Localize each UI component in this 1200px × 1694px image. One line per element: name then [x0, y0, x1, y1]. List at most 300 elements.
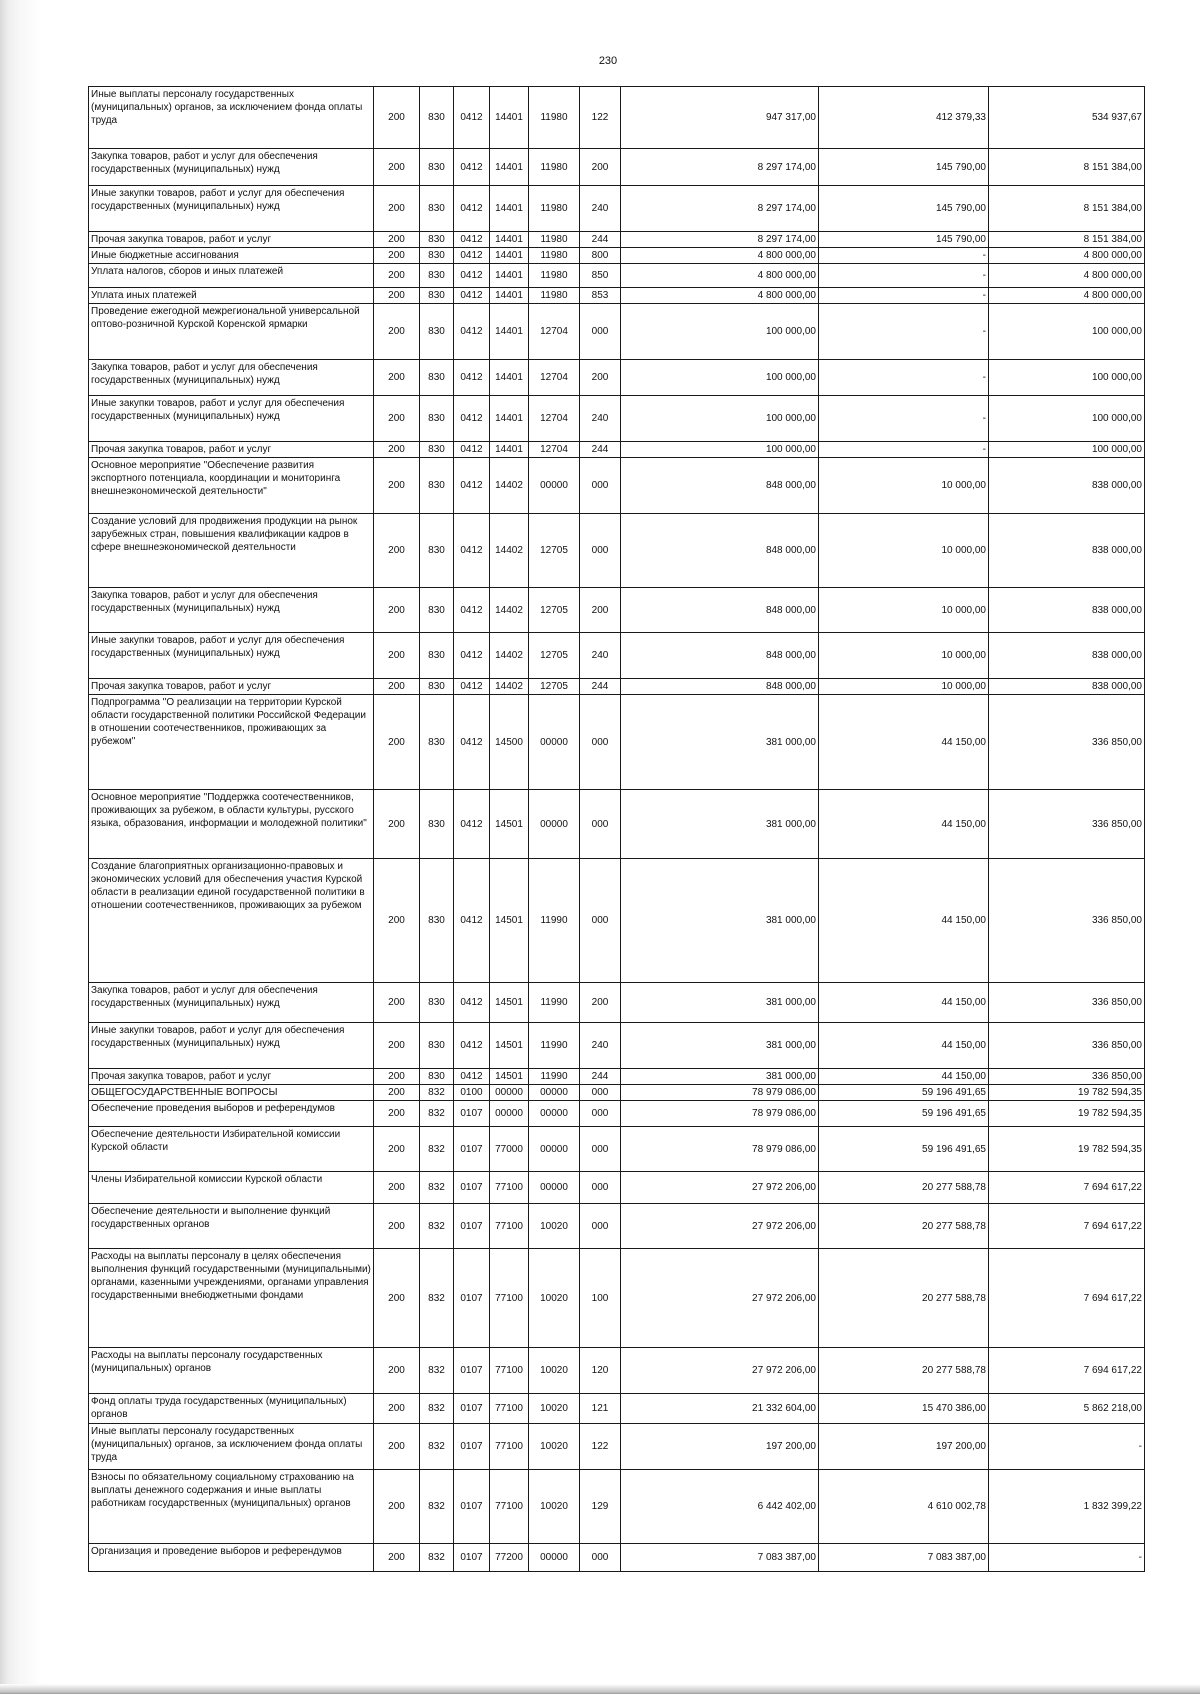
row-code-gr: 200: [374, 1204, 420, 1249]
row-amount-executed: 20 277 588,78: [819, 1172, 989, 1204]
row-amount-remainder: 19 782 594,35: [989, 1101, 1145, 1127]
row-name: Уплата иных платежей: [89, 288, 374, 304]
row-code-cs1: 14401: [490, 248, 529, 264]
row-amount-plan: 100 000,00: [621, 396, 819, 442]
row-code-rz: 0412: [454, 149, 490, 186]
row-code-vr: 000: [580, 1544, 621, 1572]
row-code-vr: 853: [580, 288, 621, 304]
row-name: Иные закупки товаров, работ и услуг для обеспечения государственных (муниципальных) нужд: [89, 1023, 374, 1069]
row-amount-remainder: 1 832 399,22: [989, 1470, 1145, 1544]
row-code-cs1: 77100: [490, 1172, 529, 1204]
table-row: [89, 1424, 1145, 1470]
row-code-cs1: 14501: [490, 1069, 529, 1085]
table-row: [89, 1127, 1145, 1172]
row-amount-executed: 197 200,00: [819, 1424, 989, 1470]
row-amount-plan: 27 972 206,00: [621, 1172, 819, 1204]
row-name: Иные выплаты персоналу государственных (муниципальных) органов, за исключением фонда оплаты труда: [89, 1424, 374, 1470]
row-amount-executed: 44 150,00: [819, 983, 989, 1023]
row-amount-executed: 44 150,00: [819, 1069, 989, 1085]
row-amount-plan: 100 000,00: [621, 304, 819, 360]
row-code-cs2: 00000: [529, 1085, 580, 1101]
row-amount-plan: 848 000,00: [621, 679, 819, 695]
row-amount-remainder: 7 694 617,22: [989, 1172, 1145, 1204]
row-code-ved: 832: [420, 1394, 454, 1424]
row-code-gr: 200: [374, 588, 420, 633]
row-code-gr: 200: [374, 288, 420, 304]
row-code-rz: 0412: [454, 264, 490, 288]
scan-shadow-left: [0, 0, 42, 1694]
row-name: Иные закупки товаров, работ и услуг для обеспечения государственных (муниципальных) нужд: [89, 396, 374, 442]
row-amount-plan: 381 000,00: [621, 859, 819, 983]
table-row: [89, 87, 1145, 149]
row-code-ved: 832: [420, 1424, 454, 1470]
row-amount-executed: 7 083 387,00: [819, 1544, 989, 1572]
row-code-gr: 200: [374, 1127, 420, 1172]
row-amount-executed: 44 150,00: [819, 1023, 989, 1069]
row-code-rz: 0412: [454, 983, 490, 1023]
table-row: [89, 1101, 1145, 1127]
row-amount-executed: 15 470 386,00: [819, 1394, 989, 1424]
row-code-vr: 121: [580, 1394, 621, 1424]
row-code-rz: 0412: [454, 1069, 490, 1085]
row-code-rz: 0412: [454, 442, 490, 458]
row-amount-remainder: 4 800 000,00: [989, 248, 1145, 264]
table-row: [89, 248, 1145, 264]
table-row: [89, 790, 1145, 859]
row-code-vr: 129: [580, 1470, 621, 1544]
row-amount-executed: -: [819, 442, 989, 458]
row-amount-executed: 20 277 588,78: [819, 1348, 989, 1394]
table-row: [89, 304, 1145, 360]
row-amount-executed: 10 000,00: [819, 633, 989, 679]
row-code-ved: 830: [420, 304, 454, 360]
row-amount-executed: 59 196 491,65: [819, 1127, 989, 1172]
table-row: [89, 859, 1145, 983]
row-code-vr: 000: [580, 514, 621, 588]
row-code-cs2: 00000: [529, 1127, 580, 1172]
row-amount-remainder: 7 694 617,22: [989, 1348, 1145, 1394]
row-code-rz: 0412: [454, 360, 490, 396]
row-code-gr: 200: [374, 695, 420, 790]
row-amount-executed: 145 790,00: [819, 232, 989, 248]
row-amount-executed: -: [819, 396, 989, 442]
table-row: [89, 442, 1145, 458]
row-code-cs1: 77100: [490, 1424, 529, 1470]
row-code-ved: 832: [420, 1172, 454, 1204]
table-row: [89, 1204, 1145, 1249]
row-code-cs1: 14501: [490, 983, 529, 1023]
table-row: [89, 149, 1145, 186]
row-code-rz: 0412: [454, 695, 490, 790]
row-code-vr: 122: [580, 1424, 621, 1470]
table-row: [89, 983, 1145, 1023]
row-name: Взносы по обязательному социальному страхованию на выплаты денежного содержания и иные выплаты работникам государственных (муниципальных) органов: [89, 1470, 374, 1544]
row-amount-plan: 8 297 174,00: [621, 232, 819, 248]
row-amount-executed: 4 610 002,78: [819, 1470, 989, 1544]
row-amount-remainder: 336 850,00: [989, 859, 1145, 983]
row-code-gr: 200: [374, 1544, 420, 1572]
row-name: Подпрограмма "О реализации на территории Курской области государственной политики Российской Федерации в отношении соотечественников, проживающих за рубежом": [89, 695, 374, 790]
row-code-cs1: 14401: [490, 288, 529, 304]
row-code-ved: 830: [420, 588, 454, 633]
row-code-gr: 200: [374, 248, 420, 264]
row-code-cs2: 12705: [529, 588, 580, 633]
row-amount-executed: 10 000,00: [819, 514, 989, 588]
row-code-rz: 0412: [454, 186, 490, 232]
row-code-cs1: 77100: [490, 1470, 529, 1544]
row-code-cs2: 00000: [529, 790, 580, 859]
row-code-ved: 832: [420, 1249, 454, 1348]
row-code-gr: 200: [374, 264, 420, 288]
row-code-vr: 800: [580, 248, 621, 264]
row-code-ved: 830: [420, 149, 454, 186]
row-code-rz: 0412: [454, 458, 490, 514]
row-code-cs2: 11990: [529, 983, 580, 1023]
row-code-ved: 830: [420, 458, 454, 514]
row-amount-plan: 8 297 174,00: [621, 186, 819, 232]
row-code-cs2: 11980: [529, 288, 580, 304]
table-row: [89, 633, 1145, 679]
row-code-gr: 200: [374, 186, 420, 232]
row-code-cs2: 10020: [529, 1249, 580, 1348]
row-code-ved: 832: [420, 1470, 454, 1544]
row-name: Расходы на выплаты персоналу в целях обеспечения выполнения функций государственными (муниципальными) органами, казенными учреждениями, органами управления государственными внебюджетными фондами: [89, 1249, 374, 1348]
row-amount-plan: 4 800 000,00: [621, 248, 819, 264]
row-amount-remainder: 8 151 384,00: [989, 232, 1145, 248]
row-code-rz: 0107: [454, 1127, 490, 1172]
row-amount-executed: 145 790,00: [819, 186, 989, 232]
row-amount-plan: 381 000,00: [621, 790, 819, 859]
row-code-cs1: 14500: [490, 695, 529, 790]
row-code-ved: 830: [420, 679, 454, 695]
page-number: 230: [598, 55, 618, 67]
row-code-ved: 830: [420, 514, 454, 588]
row-amount-plan: 381 000,00: [621, 1023, 819, 1069]
row-amount-remainder: 336 850,00: [989, 695, 1145, 790]
row-code-cs2: 10020: [529, 1470, 580, 1544]
row-amount-plan: 848 000,00: [621, 514, 819, 588]
row-code-cs2: 11980: [529, 149, 580, 186]
row-code-ved: 830: [420, 232, 454, 248]
row-code-cs1: 14401: [490, 264, 529, 288]
row-code-cs2: 11990: [529, 1023, 580, 1069]
row-amount-executed: -: [819, 304, 989, 360]
row-code-cs2: 11980: [529, 232, 580, 248]
row-name: Закупка товаров, работ и услуг для обеспечения государственных (муниципальных) нужд: [89, 360, 374, 396]
row-amount-plan: 381 000,00: [621, 983, 819, 1023]
row-code-vr: 200: [580, 360, 621, 396]
row-amount-remainder: 336 850,00: [989, 1023, 1145, 1069]
row-code-cs1: 14401: [490, 186, 529, 232]
row-code-ved: 830: [420, 633, 454, 679]
row-code-cs2: 11980: [529, 186, 580, 232]
table-row: [89, 264, 1145, 288]
row-code-ved: 830: [420, 360, 454, 396]
row-code-rz: 0107: [454, 1470, 490, 1544]
table-row: [89, 1544, 1145, 1572]
row-name: Проведение ежегодной межрегиональной универсальной оптово-розничной Курской Коренской ярмарки: [89, 304, 374, 360]
row-code-vr: 244: [580, 1069, 621, 1085]
row-amount-executed: -: [819, 248, 989, 264]
table-row: [89, 360, 1145, 396]
row-code-cs2: 12705: [529, 514, 580, 588]
row-amount-remainder: 336 850,00: [989, 790, 1145, 859]
row-code-ved: 832: [420, 1544, 454, 1572]
row-name: Расходы на выплаты персоналу государственных (муниципальных) органов: [89, 1348, 374, 1394]
row-code-rz: 0100: [454, 1085, 490, 1101]
row-amount-plan: 7 083 387,00: [621, 1544, 819, 1572]
row-amount-remainder: 8 151 384,00: [989, 149, 1145, 186]
row-code-rz: 0412: [454, 248, 490, 264]
row-code-cs2: 00000: [529, 1544, 580, 1572]
row-amount-plan: 381 000,00: [621, 695, 819, 790]
row-code-gr: 200: [374, 633, 420, 679]
row-code-ved: 830: [420, 87, 454, 149]
table-row: [89, 232, 1145, 248]
row-code-rz: 0412: [454, 790, 490, 859]
row-code-gr: 200: [374, 458, 420, 514]
row-name: Закупка товаров, работ и услуг для обеспечения государственных (муниципальных) нужд: [89, 983, 374, 1023]
row-code-cs2: 12705: [529, 679, 580, 695]
row-amount-plan: 848 000,00: [621, 458, 819, 514]
row-code-gr: 200: [374, 1172, 420, 1204]
row-code-vr: 120: [580, 1348, 621, 1394]
row-code-ved: 832: [420, 1204, 454, 1249]
row-name: Закупка товаров, работ и услуг для обеспечения государственных (муниципальных) нужд: [89, 588, 374, 633]
row-code-gr: 200: [374, 1348, 420, 1394]
table-row: [89, 1069, 1145, 1085]
row-code-rz: 0412: [454, 396, 490, 442]
row-code-ved: 830: [420, 790, 454, 859]
row-code-cs2: 00000: [529, 695, 580, 790]
row-code-gr: 200: [374, 1023, 420, 1069]
row-code-cs2: 11990: [529, 1069, 580, 1085]
table-row: [89, 396, 1145, 442]
row-name: Фонд оплаты труда государственных (муниципальных) органов: [89, 1394, 374, 1424]
row-name: Обеспечение проведения выборов и референдумов: [89, 1101, 374, 1127]
row-name: Обеспечение деятельности Избирательной комиссии Курской области: [89, 1127, 374, 1172]
row-code-vr: 240: [580, 1023, 621, 1069]
row-code-cs1: 00000: [490, 1085, 529, 1101]
row-code-cs2: 00000: [529, 458, 580, 514]
row-code-cs1: 14401: [490, 232, 529, 248]
row-amount-remainder: 4 800 000,00: [989, 288, 1145, 304]
row-code-ved: 830: [420, 248, 454, 264]
row-name: Иные выплаты персоналу государственных (муниципальных) органов, за исключением фонда оплаты труда: [89, 87, 374, 149]
row-code-cs2: 10020: [529, 1348, 580, 1394]
row-code-vr: 000: [580, 1172, 621, 1204]
row-name: Члены Избирательной комиссии Курской области: [89, 1172, 374, 1204]
row-amount-remainder: 838 000,00: [989, 679, 1145, 695]
row-code-gr: 200: [374, 360, 420, 396]
row-code-vr: 200: [580, 588, 621, 633]
row-code-cs2: 00000: [529, 1101, 580, 1127]
row-amount-executed: 44 150,00: [819, 790, 989, 859]
row-code-ved: 830: [420, 983, 454, 1023]
row-code-vr: 000: [580, 1085, 621, 1101]
table-row: [89, 1085, 1145, 1101]
row-amount-plan: 947 317,00: [621, 87, 819, 149]
row-code-ved: 832: [420, 1085, 454, 1101]
row-amount-plan: 848 000,00: [621, 588, 819, 633]
row-amount-executed: 59 196 491,65: [819, 1085, 989, 1101]
row-code-rz: 0412: [454, 1023, 490, 1069]
row-amount-remainder: 19 782 594,35: [989, 1127, 1145, 1172]
row-code-ved: 830: [420, 442, 454, 458]
row-code-cs1: 14501: [490, 1023, 529, 1069]
row-code-rz: 0412: [454, 859, 490, 983]
row-amount-remainder: 838 000,00: [989, 633, 1145, 679]
row-code-cs2: 00000: [529, 1172, 580, 1204]
row-code-gr: 200: [374, 679, 420, 695]
row-code-rz: 0107: [454, 1394, 490, 1424]
row-name: Иные закупки товаров, работ и услуг для обеспечения государственных (муниципальных) нужд: [89, 633, 374, 679]
row-name: Иные закупки товаров, работ и услуг для обеспечения государственных (муниципальных) нужд: [89, 186, 374, 232]
row-code-cs2: 11980: [529, 248, 580, 264]
row-code-cs1: 77100: [490, 1249, 529, 1348]
row-code-cs2: 11980: [529, 87, 580, 149]
row-amount-remainder: 4 800 000,00: [989, 264, 1145, 288]
row-amount-remainder: 8 151 384,00: [989, 186, 1145, 232]
row-code-cs2: 12705: [529, 633, 580, 679]
row-code-cs2: 12704: [529, 360, 580, 396]
table-row: [89, 1470, 1145, 1544]
row-code-gr: 200: [374, 232, 420, 248]
row-code-rz: 0412: [454, 514, 490, 588]
row-code-ved: 832: [420, 1348, 454, 1394]
row-amount-remainder: -: [989, 1424, 1145, 1470]
row-code-gr: 200: [374, 1470, 420, 1544]
row-name: Основное мероприятие "Обеспечение развития экспортного потенциала, координации и мониторинга внешнеэкономической деятельности": [89, 458, 374, 514]
row-code-cs1: 77100: [490, 1204, 529, 1249]
row-code-gr: 200: [374, 790, 420, 859]
row-code-cs1: 14501: [490, 859, 529, 983]
row-name: Организация и проведение выборов и референдумов: [89, 1544, 374, 1572]
row-code-gr: 200: [374, 1249, 420, 1348]
table-row: [89, 588, 1145, 633]
row-code-cs2: 10020: [529, 1394, 580, 1424]
table-row: [89, 679, 1145, 695]
row-amount-plan: 4 800 000,00: [621, 264, 819, 288]
row-code-cs1: 00000: [490, 1101, 529, 1127]
row-name: Прочая закупка товаров, работ и услуг: [89, 442, 374, 458]
table-row: [89, 186, 1145, 232]
row-code-cs2: 12704: [529, 304, 580, 360]
row-code-cs1: 77000: [490, 1127, 529, 1172]
row-amount-executed: 44 150,00: [819, 859, 989, 983]
row-code-gr: 200: [374, 396, 420, 442]
row-amount-executed: 10 000,00: [819, 458, 989, 514]
row-code-ved: 832: [420, 1101, 454, 1127]
row-code-vr: 000: [580, 458, 621, 514]
row-code-vr: 000: [580, 790, 621, 859]
row-amount-remainder: -: [989, 1544, 1145, 1572]
row-name: Создание условий для продвижения продукции на рынок зарубежных стран, повышения квалификации кадров в сфере внешнеэкономической деятельности: [89, 514, 374, 588]
table-row: [89, 1394, 1145, 1424]
row-amount-plan: 100 000,00: [621, 442, 819, 458]
row-amount-executed: 20 277 588,78: [819, 1204, 989, 1249]
row-code-rz: 0107: [454, 1204, 490, 1249]
row-code-rz: 0412: [454, 87, 490, 149]
row-code-cs1: 14401: [490, 396, 529, 442]
row-amount-remainder: 838 000,00: [989, 514, 1145, 588]
row-amount-plan: 100 000,00: [621, 360, 819, 396]
row-code-cs2: 12704: [529, 396, 580, 442]
row-amount-plan: 78 979 086,00: [621, 1101, 819, 1127]
row-code-cs1: 14401: [490, 304, 529, 360]
row-code-gr: 200: [374, 1424, 420, 1470]
row-code-cs2: 10020: [529, 1204, 580, 1249]
row-code-ved: 830: [420, 396, 454, 442]
row-code-cs1: 77100: [490, 1394, 529, 1424]
row-code-rz: 0107: [454, 1101, 490, 1127]
row-code-vr: 244: [580, 442, 621, 458]
row-code-cs1: 14401: [490, 442, 529, 458]
row-amount-plan: 78 979 086,00: [621, 1085, 819, 1101]
row-code-rz: 0412: [454, 288, 490, 304]
row-amount-remainder: 100 000,00: [989, 396, 1145, 442]
row-amount-executed: 412 379,33: [819, 87, 989, 149]
row-amount-remainder: 534 937,67: [989, 87, 1145, 149]
row-amount-plan: 21 332 604,00: [621, 1394, 819, 1424]
row-code-ved: 832: [420, 1127, 454, 1172]
row-code-vr: 000: [580, 1127, 621, 1172]
row-name: Закупка товаров, работ и услуг для обеспечения государственных (муниципальных) нужд: [89, 149, 374, 186]
row-name: Иные бюджетные ассигнования: [89, 248, 374, 264]
table-body: [89, 87, 1145, 1572]
row-code-cs1: 77100: [490, 1348, 529, 1394]
row-amount-remainder: 100 000,00: [989, 360, 1145, 396]
row-code-cs2: 10020: [529, 1424, 580, 1470]
row-code-ved: 830: [420, 1069, 454, 1085]
row-amount-executed: 10 000,00: [819, 588, 989, 633]
row-code-vr: 100: [580, 1249, 621, 1348]
row-code-vr: 000: [580, 1101, 621, 1127]
row-name: ОБЩЕГОСУДАРСТВЕННЫЕ ВОПРОСЫ: [89, 1085, 374, 1101]
row-amount-executed: -: [819, 360, 989, 396]
row-amount-plan: 381 000,00: [621, 1069, 819, 1085]
row-amount-remainder: 7 694 617,22: [989, 1204, 1145, 1249]
scan-shadow-bottom: [0, 1684, 1200, 1694]
table-row: [89, 288, 1145, 304]
row-code-rz: 0412: [454, 633, 490, 679]
row-code-cs1: 14401: [490, 360, 529, 396]
row-code-cs1: 77200: [490, 1544, 529, 1572]
table-row: [89, 514, 1145, 588]
row-code-ved: 830: [420, 288, 454, 304]
row-code-vr: 240: [580, 186, 621, 232]
row-name: Создание благоприятных организационно-правовых и экономических условий для обеспечения участия Курской области в реализации единой государственной политики в отношении соотечественников, проживающих за рубежом: [89, 859, 374, 983]
row-code-rz: 0107: [454, 1424, 490, 1470]
row-code-cs2: 11990: [529, 859, 580, 983]
row-amount-executed: 20 277 588,78: [819, 1249, 989, 1348]
row-amount-plan: 848 000,00: [621, 633, 819, 679]
row-code-vr: 000: [580, 304, 621, 360]
row-code-vr: 200: [580, 983, 621, 1023]
row-code-ved: 830: [420, 264, 454, 288]
row-code-gr: 200: [374, 87, 420, 149]
row-code-cs1: 14501: [490, 790, 529, 859]
table-row: [89, 458, 1145, 514]
table-row: [89, 1023, 1145, 1069]
row-amount-remainder: 336 850,00: [989, 1069, 1145, 1085]
table-row: [89, 1172, 1145, 1204]
row-code-vr: 122: [580, 87, 621, 149]
row-amount-executed: -: [819, 264, 989, 288]
table-row: [89, 1348, 1145, 1394]
row-code-vr: 000: [580, 695, 621, 790]
row-code-vr: 244: [580, 232, 621, 248]
